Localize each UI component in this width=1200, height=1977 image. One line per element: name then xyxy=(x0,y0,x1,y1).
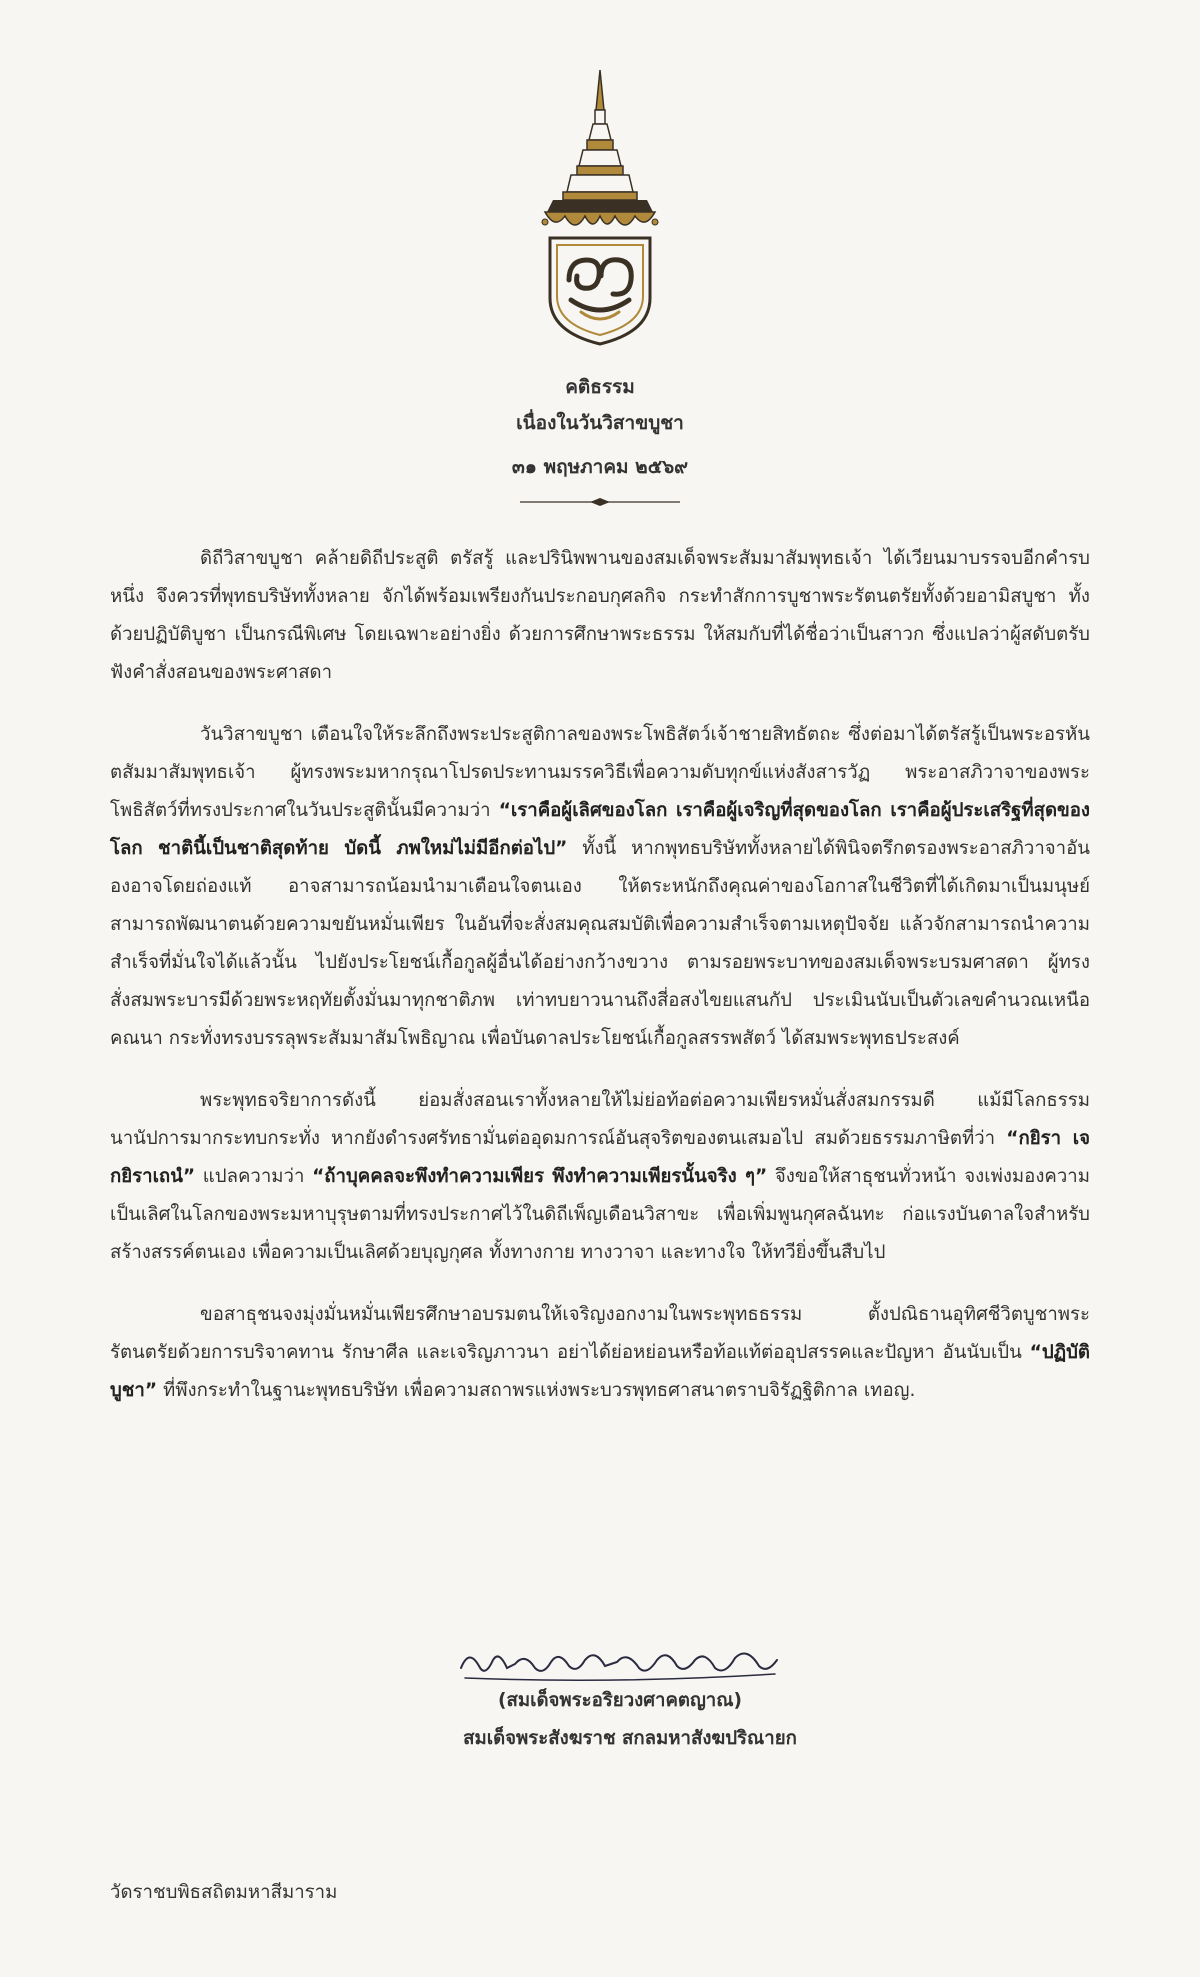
paragraph xyxy=(110,1296,1090,1410)
heading-title: คติธรรม xyxy=(565,376,635,398)
quoted-proclamation: “เราคือผู้เลิศของโลก เราคือผู้เจริญที่สุดของโลก เราคือผู้ประเสริฐที่สุดของโลก ชาตินี้เป็นชาติสุดท้าย บัดนี้ ภพใหม่ไม่มีอีกต่อไป” xyxy=(110,800,1090,859)
ornamental-divider-icon xyxy=(520,498,680,506)
paragraph-text: พระพุทธจริยาการดังนี้ ย่อมสั่งสอนเราทั้งหลายให้ไม่ย่อท้อต่อความเพียรหมั่นสั่งสมกรรมดี แม้มีโลกธรรมนานัปการมากระทบกระทั่ง หากยังดำรงศรัทธามั่นต่ออุดมการณ์อันสุจริตของตนเสมอไป สมด้วยธรรมภาษิตที่ว่า xyxy=(110,1090,1090,1149)
signatory-name: (สมเด็จพระอริยวงศาคตญาณ) xyxy=(497,1690,743,1711)
paragraph-text: ขอสาธุชนจงมุ่งมั่นหมั่นเพียรศึกษาอบรมตนให้เจริญงอกงามในพระพุทธธรรม ตั้งปณิธานอุทิศชีวิตบูชาพระรัตนตรัยด้วยการบริจาคทาน รักษาศีล และเจริญภาวนา อย่าได้ย่อหย่อนหรือท้อแท้ต่ออุปสรรคและปัญหา อันนับเป็น xyxy=(110,1304,1090,1363)
message-body xyxy=(110,540,1090,1434)
pali-verse: “กยิรา เจ กยิราเถนํ” xyxy=(110,1128,1090,1187)
paragraph xyxy=(110,1082,1090,1272)
royal-crest-emblem-icon xyxy=(535,70,665,350)
issuing-place: วัดราชบพิธสถิตมหาสีมาราม xyxy=(110,1882,338,1903)
heading-date: ๓๑ พฤษภาคม ๒๕๖๙ xyxy=(511,456,689,478)
paragraph-text: จึงขอให้สาธุชนทั่วหน้า จงเพ่งมองความเป็นเลิศในโลกของพระมหาบุรุษตามที่ทรงประกาศไว้ในดิถีเพ็ญเดือนวิสาขะ เพื่อเพิ่มพูนกุศลฉันทะ ก่อแรงบันดาลใจสำหรับสร้างสรรค์ตนเอง เพื่อความเป็นเลิศด้วยบุญกุศล ทั้งทางกาย ทางวาจา และทางใจ ให้ทวียิ่งขึ้นสืบไป xyxy=(110,1166,1090,1263)
heading-occasion: เนื่องในวันวิสาขบูชา xyxy=(516,412,684,434)
paragraph-text: ทั้งนี้ หากพุทธบริษัททั้งหลายได้พินิจตรึกตรองพระอาสภิวาจาอันองอาจโดยถ่องแท้ อาจสามารถน้อมนำมาเตือนใจตนเอง ให้ตระหนักถึงคุณค่าของโอกาสในชีวิตที่ได้เกิดมาเป็นมนุษย์ สามารถพัฒนาตนด้วยความขยันหมั่นเพียร ในอันที่จะสั่งสมคุณสมบัติเพื่อความสำเร็จตามเหตุปัจจัย แล้วจักสามารถนำความสำเร็จที่มั่นใจได้แล้วนั้น ไปยังประโยชน์เกื้อกูลผู้อื่นได้อย่างกว้างขวาง ตามรอยพระบาทของสมเด็จพระบรมศาสดา ผู้ทรงสั่งสมพระบารมีด้วยพระหฤทัยตั้งมั่นมาทุกชาติภพ เท่าทบยาวนานถึงสี่อสงไขยแสนกัป ประเมินนับเป็นตัวเลขคำนวณเหนือคณนา กระทั่งทรงบรรลุพระสัมมาสัมโพธิญาณ เพื่อบันดาลประโยชน์เกื้อกูลสรรพสัตว์ ได้สมพระพุทธประสงค์ xyxy=(110,838,1091,1049)
paragraph-text: วันวิสาขบูชา เตือนใจให้ระลึกถึงพระประสูติกาลของพระโพธิสัตว์เจ้าชายสิทธัตถะ ซึ่งต่อมาได้ตรัสรู้เป็นพระอรหันตสัมมาสัมพุทธเจ้า ผู้ทรงพระมหากรุณาโปรดประทานมรรควิธีเพื่อความดับทุกข์แห่งสังสารวัฏ พระอาสภิวาจาของพระโพธิสัตว์ที่ทรงประกาศในวันประสูตินั้นมีความว่า xyxy=(110,724,1090,821)
handwritten-signature-icon xyxy=(455,1638,785,1688)
paragraph xyxy=(110,540,1090,692)
paragraph-text: ดิถีวิสาขบูชา คล้ายดิถีประสูติ ตรัสรู้ และปรินิพพานของสมเด็จพระสัมมาสัมพุทธเจ้า ได้เวียนมาบรรจบอีกคำรบหนึ่ง จึงควรที่พุทธบริษัททั้งหลาย จักได้พร้อมเพรียงกันประกอบกุศลกิจ กระทำสักการบูชาพระรัตนตรัยทั้งด้วยอามิสบูชา ทั้งด้วยปฏิบัติบูชา เป็นกรณีพิเศษ โดยเฉพาะอย่างยิ่ง ด้วยการศึกษาพระธรรม ให้สมกับที่ได้ชื่อว่าเป็นสาวก ซึ่งแปลว่าผู้สดับตรับฟังคำสั่งสอนของพระศาสดา xyxy=(110,548,1090,683)
paragraph-text: ที่พึงกระทำในฐานะพุทธบริษัท เพื่อความสถาพรแห่งพระบวรพุทธศาสนาตราบจิรัฏฐิติกาล เทอญ. xyxy=(157,1380,916,1401)
paragraph-text: แปลความว่า xyxy=(195,1166,313,1187)
paragraph xyxy=(110,716,1090,1058)
signatory-title: สมเด็จพระสังฆราช สกลมหาสังฆปริณายก xyxy=(463,1728,797,1749)
emphasis-term: “ปฏิบัติบูชา” xyxy=(110,1342,1090,1401)
verse-translation: “ถ้าบุคคลจะพึงทำความเพียร พึงทำความเพียรนั้นจริง ๆ” xyxy=(312,1166,768,1187)
